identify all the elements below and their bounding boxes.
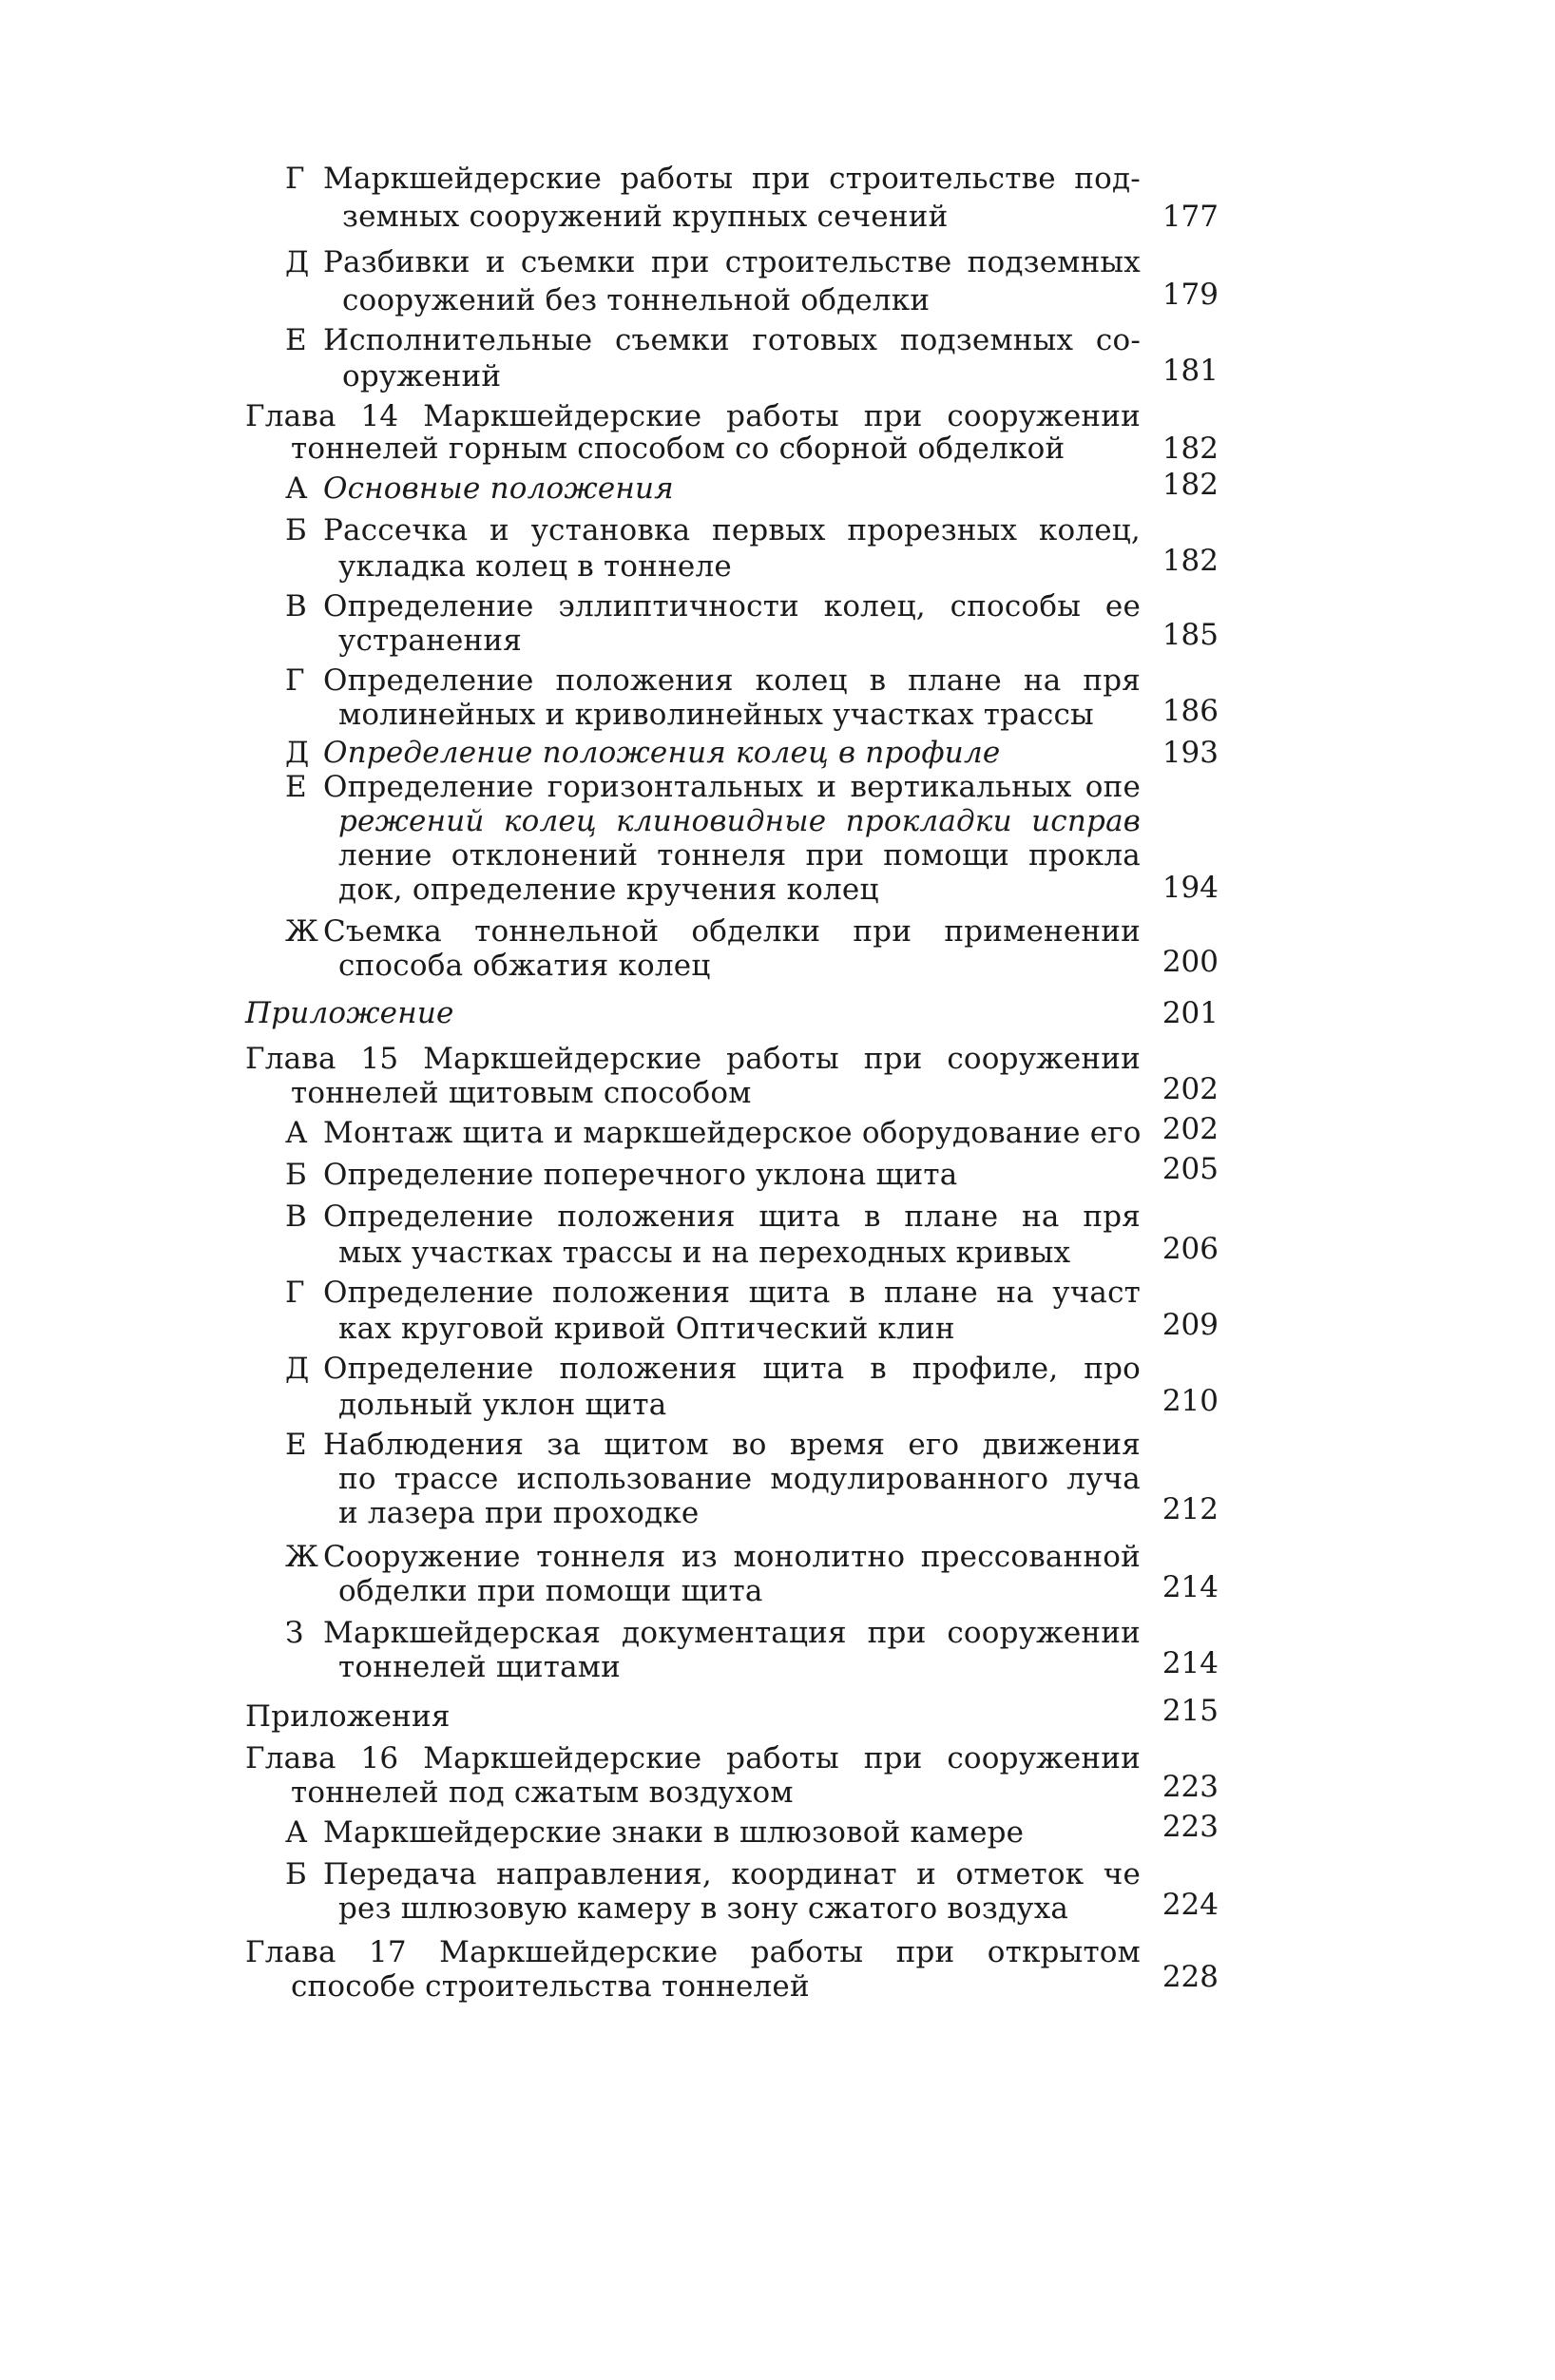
page-number: 205 [1161,1152,1219,1186]
entry-marker: Д [285,245,310,279]
entry-text: Наблюдения за щитом во время его движения [323,1428,1141,1462]
page-number: 182 [1161,468,1219,502]
page-number: 209 [1161,1308,1219,1342]
entry-marker: Е [285,770,307,804]
entry-marker: Д [285,1352,310,1386]
entry-text: Съемка тоннельной обделки при применении [323,914,1141,949]
entry-marker: Г [285,663,305,698]
page-number: 182 [1161,544,1219,578]
toc-entry-line [285,1156,957,1194]
toc-entry-line [285,1855,1141,1893]
page-number: 210 [1161,1384,1219,1418]
toc-entry-line: способа обжатия колец [338,949,711,983]
toc-entry-line: укладка колец в тоннеле [338,549,732,584]
toc-entry-line: сооружений без тоннельной обделки [342,283,931,317]
chapter-heading-line: тоннелей горным способом со сборной обделкой [291,432,1065,466]
entry-marker: А [285,1815,308,1850]
toc-entry-line [285,1114,1141,1152]
toc-entry-line: молинейных и криволинейных участках трассы [338,698,1094,732]
page-number: 228 [1161,1960,1219,1994]
chapter-heading-line: тоннелей щитовым способом [291,1076,752,1110]
entry-text: Основные положения [323,471,674,506]
toc-entry-line: режений колец клиновидные прокладки исправ [338,804,1141,838]
page-number: 186 [1161,694,1219,728]
entry-marker: Е [285,1428,307,1462]
toc-entry-line: мых участках трассы и на переходных кривых [338,1236,1071,1270]
page-number: 202 [1161,1072,1219,1106]
entry-text: Определение положения щита в профиле, про [323,1352,1141,1386]
page-number: 194 [1161,871,1219,905]
entry-text: Разбивки и съемки при строительстве подземных [323,245,1141,279]
page-number: 224 [1161,1888,1219,1922]
toc-entry-line: дольный уклон щита [338,1388,667,1422]
toc-entry-line: и лазера при проходке [338,1496,700,1530]
entry-text: Определение горизонтальных и вертикальных опе [323,770,1141,804]
entry-marker: Е [285,323,307,357]
toc-entry-line: оружений [342,359,502,393]
toc-entry-line [285,160,1141,198]
entry-text: Маркшейдерские работы при строительстве под- [323,162,1141,196]
toc-entry-line: обделки при помощи щита [338,1574,763,1608]
entry-marker: Б [285,1158,307,1192]
toc-entry-line: тоннелей щитами [338,1650,621,1684]
toc-entry-line [285,734,1000,772]
page-number: 181 [1161,354,1219,388]
page-number: 223 [1161,1770,1219,1804]
toc-entry-line [285,1614,1141,1652]
toc-entry-line [285,912,1141,950]
entry-marker: Ж [285,914,319,949]
chapter-heading-line: способе строительства тоннелей [291,1969,810,2004]
entry-text: Маркшейдерская документация при сооружении [323,1616,1141,1650]
toc-entry-line [285,1350,1141,1388]
entry-text: Исполнительные съемки готовых подземных со- [323,323,1141,357]
page-number: 214 [1161,1646,1219,1680]
entry-text: Определение положения колец в плане на пря [323,663,1141,698]
page-number: 202 [1161,1112,1219,1146]
toc-entry-line [285,1198,1141,1236]
toc-entry-line [285,768,1141,806]
chapter-heading-line: тоннелей под сжатым воздухом [291,1775,794,1810]
page-number: 223 [1161,1810,1219,1844]
entry-text: Монтаж щита и маркшейдерское оборудование его [323,1116,1142,1150]
entry-marker: Б [285,513,307,547]
page-number: 201 [1161,996,1219,1030]
entry-marker: З [285,1616,304,1650]
entry-text: Передача направления, координат и отметок че [323,1857,1141,1891]
toc-entry-line [285,1274,1141,1312]
chapter-heading: Глава 15 Маркшейдерские работы при сооружении [245,1042,1141,1076]
toc-entry-line: рез шлюзовую камеру в зону сжатого воздуха [338,1891,1069,1926]
entry-marker: А [285,1116,308,1150]
appendix-heading: Приложение [245,996,454,1030]
toc-entry-line [285,587,1141,625]
toc-entry-line: устранения [338,624,522,658]
toc-entry-line [285,321,1141,359]
page-number: 179 [1161,278,1219,312]
page-number: 182 [1161,432,1219,466]
entry-marker: Б [285,1857,307,1891]
entry-marker: Д [285,736,310,770]
toc-entry-line [285,1814,1024,1852]
entry-marker: Г [285,1276,305,1310]
chapter-heading: Глава 14 Маркшейдерские работы при сооружении [245,399,1141,433]
entry-marker: Ж [285,1540,319,1574]
entry-text: Определение положения щита в плане на участ [323,1276,1141,1310]
chapter-heading: Глава 16 Маркшейдерские работы при сооружении [245,1741,1141,1775]
toc-entry-line [285,243,1141,281]
entry-text: Определение поперечного уклона щита [323,1158,958,1192]
toc-entry-line [285,1538,1141,1576]
entry-text: Определение положения щита в плане на пря [323,1200,1141,1234]
page-number: 214 [1161,1570,1219,1604]
toc-entry-line [285,511,1141,549]
page-number: 200 [1161,945,1219,979]
page-number: 177 [1161,200,1219,234]
entry-marker: Г [285,162,305,196]
entry-text: Рассечка и установка первых прорезных колец, [323,513,1141,547]
page-number: 185 [1161,618,1219,652]
entry-text: Маркшейдерские знаки в шлюзовой камере [323,1815,1025,1850]
toc-entry-line: ление отклонений тоннеля при помощи прокла [338,838,1141,873]
toc-entry-line: док, определение кручения колец [338,873,879,907]
toc-entry-line: земных сооружений крупных сечений [342,200,949,234]
chapter-heading: Глава 17 Маркшейдерские работы при открытом [245,1935,1141,1969]
toc-entry-line [285,662,1141,700]
entry-marker: А [285,471,308,506]
appendix-heading: Приложения [245,1699,451,1734]
entry-text: Сооружение тоннеля из монолитно прессованной [323,1540,1141,1574]
toc-entry-line [285,1426,1141,1464]
page-number: 193 [1161,736,1219,770]
toc-entry-line: по трассе использование модулированного луча [338,1462,1141,1496]
toc-entry-line: ках круговой кривой Оптический клин [338,1312,955,1346]
entry-marker: В [285,589,307,624]
page-number: 212 [1161,1492,1219,1526]
toc-entry-line [285,470,674,508]
entry-text: Определение эллиптичности колец, способы ее [323,589,1141,624]
page-number: 206 [1161,1232,1219,1266]
page-number: 215 [1161,1694,1219,1728]
entry-text: Определение положения колец в профиле [323,736,1001,770]
entry-marker: В [285,1200,307,1234]
